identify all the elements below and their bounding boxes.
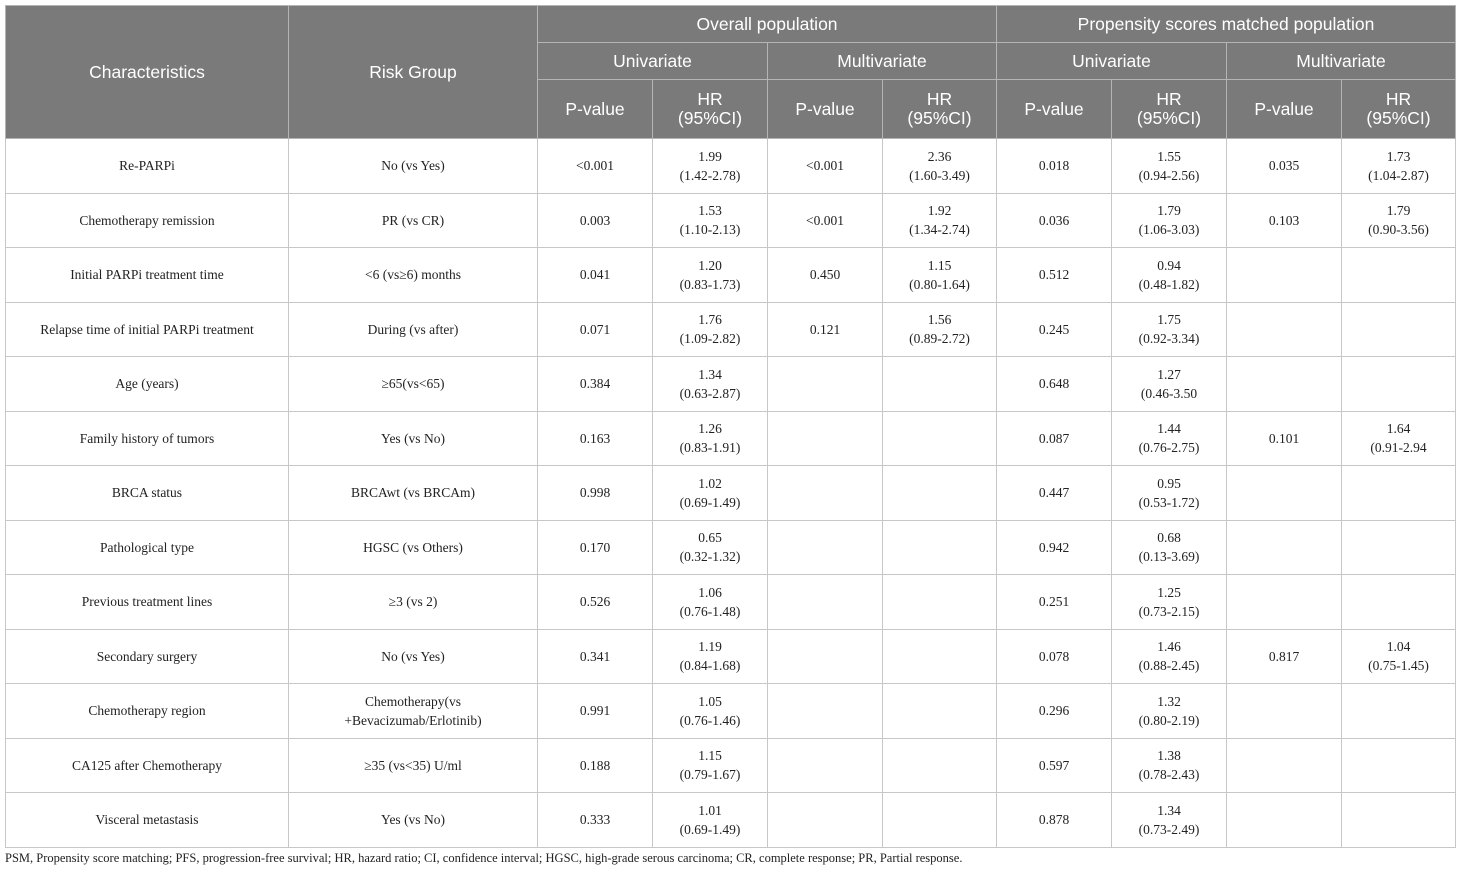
confidence-interval-value: (0.88-2.45)	[1138, 658, 1200, 674]
pvalue-cell: 0.101	[1227, 411, 1342, 466]
hazard-ratio-value: 1.38	[1157, 748, 1181, 764]
hazard-ratio-value: 1.44	[1157, 421, 1181, 437]
confidence-interval-value: (1.60-3.49)	[909, 167, 970, 183]
hazard-ratio-value: 0.95	[1157, 475, 1181, 491]
confidence-interval-value: (1.34-2.74)	[909, 222, 970, 238]
risk-group-text: Yes (vs No)	[381, 812, 445, 828]
hazard-ratio-value: 1.64	[1386, 421, 1411, 437]
pvalue-cell: 0.003	[538, 193, 653, 248]
hazard-ratio-value: 1.79	[1157, 203, 1181, 219]
hazard-ratio-cell	[653, 357, 768, 412]
hazard-ratio-cell	[653, 139, 768, 194]
risk-group-text: BRCAwt (vs BRCAm)	[350, 485, 476, 501]
confidence-interval-value: (0.94-2.56)	[1138, 167, 1200, 183]
pvalue-cell: 0.036	[997, 193, 1112, 248]
header-hr-label: HR	[697, 89, 723, 109]
pvalue-cell: 0.103	[1227, 193, 1342, 248]
risk-group-cell	[289, 193, 538, 248]
hazard-ratio-value: 1.15	[698, 748, 722, 764]
hazard-ratio-value: 1.25	[1157, 584, 1181, 600]
header-hr	[1342, 80, 1456, 139]
risk-group-cell	[289, 793, 538, 848]
hazard-ratio-cell	[1342, 248, 1456, 303]
risk-group-cell	[289, 629, 538, 684]
cox-regression-table	[5, 5, 1456, 848]
pvalue-cell: 0.163	[538, 411, 653, 466]
header-hr	[653, 80, 768, 139]
characteristic-cell: Relapse time of initial PARPi treatment	[6, 302, 289, 357]
hazard-ratio-cell	[1342, 466, 1456, 521]
hazard-ratio-cell	[1342, 411, 1456, 466]
hazard-ratio-value: 1.32	[1157, 693, 1181, 709]
hazard-ratio-value: 0.94	[1157, 257, 1181, 273]
pvalue-cell: 0.035	[1227, 139, 1342, 194]
hazard-ratio-cell	[1112, 357, 1227, 412]
hazard-ratio-cell	[883, 357, 997, 412]
confidence-interval-value: (0.63-2.87)	[679, 385, 741, 401]
characteristic-cell: Age (years)	[6, 357, 289, 412]
header-ci-label: (95%CI)	[677, 108, 743, 128]
pvalue-cell: 0.251	[997, 575, 1112, 630]
hazard-ratio-cell	[883, 466, 997, 521]
confidence-interval-value: (0.73-2.15)	[1138, 603, 1200, 619]
confidence-interval-value: (1.09-2.82)	[679, 331, 741, 347]
hazard-ratio-cell	[653, 575, 768, 630]
pvalue-cell	[768, 411, 883, 466]
table-row	[6, 684, 1456, 739]
table-footnote: PSM, Propensity score matching; PFS, progression-free survival; HR, hazard ratio; CI, confidence interval; HGSC, high-grade serous carcinoma; CR, complete response; PR, Partial response.	[5, 851, 963, 865]
confidence-interval-value: (0.75-1.45)	[1368, 658, 1429, 674]
confidence-interval-value: (1.42-2.78)	[679, 167, 741, 183]
characteristic-cell: Previous treatment lines	[6, 575, 289, 630]
risk-group-cell	[289, 248, 538, 303]
hazard-ratio-value: 1.55	[1157, 148, 1181, 164]
confidence-interval-value: (0.69-1.49)	[679, 494, 741, 510]
hazard-ratio-cell	[883, 193, 997, 248]
hazard-ratio-value: 1.27	[1157, 366, 1181, 382]
hazard-ratio-value: 2.36	[927, 148, 952, 164]
pvalue-cell: 0.526	[538, 575, 653, 630]
pvalue-cell: 0.341	[538, 629, 653, 684]
hazard-ratio-value: 0.68	[1157, 530, 1181, 546]
pvalue-cell	[1227, 793, 1342, 848]
hazard-ratio-value: 1.99	[698, 148, 722, 164]
hazard-ratio-value: 1.06	[698, 584, 722, 600]
hazard-ratio-cell	[883, 248, 997, 303]
pvalue-cell: 0.018	[997, 139, 1112, 194]
hazard-ratio-cell	[1342, 629, 1456, 684]
hazard-ratio-cell	[653, 738, 768, 793]
characteristic-cell: Secondary surgery	[6, 629, 289, 684]
hazard-ratio-cell	[653, 793, 768, 848]
pvalue-cell: 0.087	[997, 411, 1112, 466]
table-row	[6, 139, 1456, 194]
confidence-interval-value: (0.78-2.43)	[1138, 767, 1200, 783]
hazard-ratio-value: 1.92	[927, 203, 952, 219]
table-row	[6, 520, 1456, 575]
hazard-ratio-value: 1.05	[698, 693, 722, 709]
hazard-ratio-cell	[1112, 793, 1227, 848]
risk-group-text: No (vs Yes)	[381, 648, 445, 664]
hazard-ratio-cell	[653, 193, 768, 248]
characteristic-cell: Family history of tumors	[6, 411, 289, 466]
hazard-ratio-cell	[883, 575, 997, 630]
pvalue-cell	[768, 793, 883, 848]
hazard-ratio-cell	[653, 411, 768, 466]
hazard-ratio-cell	[1112, 520, 1227, 575]
risk-group-text: Yes (vs No)	[381, 430, 445, 446]
characteristic-cell: Pathological type	[6, 520, 289, 575]
confidence-interval-value: (0.91-2.94	[1370, 440, 1427, 456]
header-hr-label: HR	[1385, 89, 1412, 109]
characteristic-cell: Visceral metastasis	[6, 793, 289, 848]
risk-group-cell	[289, 738, 538, 793]
pvalue-cell: 0.648	[997, 357, 1112, 412]
risk-group-cell	[289, 302, 538, 357]
pvalue-cell	[768, 684, 883, 739]
header-overall-univariate: Univariate	[538, 43, 768, 80]
pvalue-cell: 0.597	[997, 738, 1112, 793]
pvalue-cell: 0.245	[997, 302, 1112, 357]
pvalue-cell: 0.170	[538, 520, 653, 575]
pvalue-cell: 0.512	[997, 248, 1112, 303]
pvalue-cell: 0.071	[538, 302, 653, 357]
pvalue-cell	[1227, 302, 1342, 357]
risk-group-text: <6 (vs≥6) months	[364, 267, 462, 283]
table-row	[6, 411, 1456, 466]
hazard-ratio-cell	[1112, 248, 1227, 303]
table-row	[6, 466, 1456, 521]
hazard-ratio-cell	[1342, 738, 1456, 793]
hazard-ratio-cell	[653, 629, 768, 684]
characteristic-cell: Chemotherapy region	[6, 684, 289, 739]
hazard-ratio-cell	[653, 684, 768, 739]
table-row	[6, 738, 1456, 793]
hazard-ratio-value: 1.76	[698, 312, 722, 328]
hazard-ratio-cell	[1112, 466, 1227, 521]
pvalue-cell: <0.001	[538, 139, 653, 194]
pvalue-cell: 0.296	[997, 684, 1112, 739]
risk-group-text: ≥35 (vs<35) U/ml	[364, 757, 462, 773]
table-row	[6, 302, 1456, 357]
header-pvalue: P-value	[997, 80, 1112, 139]
confidence-interval-value: (0.76-2.75)	[1138, 440, 1200, 456]
hazard-ratio-value: 1.34	[698, 366, 722, 382]
confidence-interval-value: (1.04-2.87)	[1368, 167, 1429, 183]
pvalue-cell	[768, 629, 883, 684]
pvalue-cell	[1227, 738, 1342, 793]
pvalue-cell	[1227, 466, 1342, 521]
confidence-interval-value: (0.73-2.49)	[1138, 821, 1200, 837]
risk-group-cell	[289, 411, 538, 466]
confidence-interval-value: (0.76-1.48)	[679, 603, 741, 619]
risk-group-cell	[289, 684, 538, 739]
header-psm-univariate: Univariate	[997, 43, 1227, 80]
header-overall-multivariate: Multivariate	[768, 43, 997, 80]
pvalue-cell: 0.998	[538, 466, 653, 521]
pvalue-cell: 0.333	[538, 793, 653, 848]
confidence-interval-value: (1.10-2.13)	[679, 222, 741, 238]
confidence-interval-value: (0.53-1.72)	[1138, 494, 1200, 510]
hazard-ratio-value: 0.65	[698, 530, 722, 546]
header-characteristics: Characteristics	[6, 6, 289, 139]
hazard-ratio-cell	[1342, 793, 1456, 848]
pvalue-cell	[1227, 248, 1342, 303]
header-pvalue: P-value	[1227, 80, 1342, 139]
hazard-ratio-value: 1.79	[1386, 203, 1411, 219]
confidence-interval-value: (0.79-1.67)	[679, 767, 741, 783]
table-row	[6, 575, 1456, 630]
confidence-interval-value: (0.48-1.82)	[1138, 276, 1200, 292]
hazard-ratio-cell	[1112, 629, 1227, 684]
pvalue-cell	[768, 466, 883, 521]
pvalue-cell	[768, 575, 883, 630]
hazard-ratio-value: 1.46	[1157, 639, 1181, 655]
confidence-interval-value: (1.06-3.03)	[1138, 222, 1200, 238]
hazard-ratio-value: 1.73	[1386, 148, 1411, 164]
confidence-interval-value: (0.13-3.69)	[1138, 549, 1200, 565]
hazard-ratio-value: 1.01	[698, 802, 722, 818]
hazard-ratio-cell	[883, 302, 997, 357]
risk-group-cell	[289, 575, 538, 630]
risk-group-text-line2: +Bevacizumab/Erlotinib)	[344, 712, 482, 728]
header-risk-group: Risk Group	[289, 6, 538, 139]
hazard-ratio-cell	[1112, 411, 1227, 466]
confidence-interval-value: (0.83-1.73)	[679, 276, 741, 292]
confidence-interval-value: (0.90-3.56)	[1368, 222, 1429, 238]
risk-group-text: No (vs Yes)	[381, 158, 445, 174]
pvalue-cell	[768, 738, 883, 793]
confidence-interval-value: (0.76-1.46)	[679, 712, 741, 728]
confidence-interval-value: (0.80-2.19)	[1138, 712, 1200, 728]
header-pvalue: P-value	[538, 80, 653, 139]
table-row	[6, 193, 1456, 248]
pvalue-cell	[768, 357, 883, 412]
confidence-interval-value: (0.46-3.50	[1140, 385, 1198, 401]
characteristic-cell: BRCA status	[6, 466, 289, 521]
pvalue-cell: 0.817	[1227, 629, 1342, 684]
header-hr-label: HR	[926, 89, 953, 109]
hazard-ratio-cell	[1342, 193, 1456, 248]
risk-group-text: Chemotherapy(vs	[365, 693, 461, 709]
risk-group-text: PR (vs CR)	[381, 212, 445, 228]
table-header	[6, 6, 1456, 139]
hazard-ratio-cell	[883, 738, 997, 793]
header-pvalue: P-value	[768, 80, 883, 139]
hazard-ratio-cell	[653, 248, 768, 303]
pvalue-cell: 0.450	[768, 248, 883, 303]
pvalue-cell	[1227, 684, 1342, 739]
header-hr	[883, 80, 997, 139]
table-row	[6, 248, 1456, 303]
hazard-ratio-cell	[883, 793, 997, 848]
hazard-ratio-cell	[1342, 139, 1456, 194]
risk-group-text: ≥3 (vs 2)	[388, 594, 438, 610]
pvalue-cell: 0.188	[538, 738, 653, 793]
header-ci-label: (95%CI)	[1136, 108, 1202, 128]
hazard-ratio-cell	[1342, 575, 1456, 630]
hazard-ratio-value: 1.02	[698, 475, 722, 491]
pvalue-cell: <0.001	[768, 139, 883, 194]
hazard-ratio-cell	[883, 629, 997, 684]
hazard-ratio-cell	[1112, 738, 1227, 793]
confidence-interval-value: (0.89-2.72)	[909, 331, 970, 347]
hazard-ratio-cell	[883, 520, 997, 575]
hazard-ratio-cell	[1342, 357, 1456, 412]
hazard-ratio-cell	[1112, 139, 1227, 194]
confidence-interval-value: (0.83-1.91)	[679, 440, 741, 456]
hazard-ratio-value: 1.15	[927, 257, 952, 273]
characteristic-cell: CA125 after Chemotherapy	[6, 738, 289, 793]
hazard-ratio-cell	[653, 520, 768, 575]
header-ci-label: (95%CI)	[907, 108, 972, 128]
characteristic-cell: Re-PARPi	[6, 139, 289, 194]
table-body	[6, 139, 1456, 848]
risk-group-cell	[289, 520, 538, 575]
confidence-interval-value: (0.32-1.32)	[679, 549, 741, 565]
risk-group-cell	[289, 139, 538, 194]
hazard-ratio-cell	[1342, 302, 1456, 357]
characteristic-cell: Initial PARPi treatment time	[6, 248, 289, 303]
hazard-ratio-value: 1.26	[698, 421, 722, 437]
hazard-ratio-cell	[1112, 193, 1227, 248]
pvalue-cell: 0.384	[538, 357, 653, 412]
pvalue-cell: 0.121	[768, 302, 883, 357]
confidence-interval-value: (0.80-1.64)	[909, 276, 970, 292]
hazard-ratio-cell	[1112, 575, 1227, 630]
table-row	[6, 629, 1456, 684]
hazard-ratio-cell	[1342, 684, 1456, 739]
hazard-ratio-cell	[883, 411, 997, 466]
hazard-ratio-value: 1.34	[1157, 802, 1181, 818]
hazard-ratio-cell	[653, 302, 768, 357]
header-ci-label: (95%CI)	[1366, 108, 1431, 128]
confidence-interval-value: (0.84-1.68)	[679, 658, 741, 674]
header-hr	[1112, 80, 1227, 139]
risk-group-text: ≥65(vs<65)	[381, 376, 445, 392]
hazard-ratio-value: 1.56	[927, 312, 952, 328]
hazard-ratio-cell	[1342, 520, 1456, 575]
risk-group-cell	[289, 466, 538, 521]
pvalue-cell: 0.078	[997, 629, 1112, 684]
pvalue-cell: 0.447	[997, 466, 1112, 521]
pvalue-cell	[768, 520, 883, 575]
hazard-ratio-cell	[653, 466, 768, 521]
hazard-ratio-value: 1.53	[698, 203, 722, 219]
risk-group-text: During (vs after)	[367, 321, 459, 337]
header-hr-label: HR	[1156, 89, 1182, 109]
hazard-ratio-cell	[1112, 684, 1227, 739]
header-overall-population: Overall population	[538, 6, 997, 43]
hazard-ratio-cell	[883, 139, 997, 194]
confidence-interval-value: (0.92-3.34)	[1138, 331, 1200, 347]
pvalue-cell: <0.001	[768, 193, 883, 248]
results-table-container	[5, 5, 1455, 848]
hazard-ratio-value: 1.20	[698, 257, 722, 273]
hazard-ratio-cell	[883, 684, 997, 739]
pvalue-cell	[1227, 520, 1342, 575]
risk-group-text: HGSC (vs Others)	[363, 539, 463, 555]
pvalue-cell	[1227, 357, 1342, 412]
risk-group-cell	[289, 357, 538, 412]
pvalue-cell: 0.942	[997, 520, 1112, 575]
hazard-ratio-value: 1.04	[1386, 639, 1411, 655]
pvalue-cell: 0.878	[997, 793, 1112, 848]
pvalue-cell: 0.041	[538, 248, 653, 303]
header-psm-multivariate: Multivariate	[1227, 43, 1456, 80]
header-psm-population: Propensity scores matched population	[997, 6, 1456, 43]
hazard-ratio-value: 1.75	[1157, 312, 1181, 328]
confidence-interval-value: (0.69-1.49)	[679, 821, 741, 837]
pvalue-cell: 0.991	[538, 684, 653, 739]
table-row	[6, 793, 1456, 848]
hazard-ratio-cell	[1112, 302, 1227, 357]
hazard-ratio-value: 1.19	[698, 639, 722, 655]
table-row	[6, 357, 1456, 412]
characteristic-cell: Chemotherapy remission	[6, 193, 289, 248]
pvalue-cell	[1227, 575, 1342, 630]
